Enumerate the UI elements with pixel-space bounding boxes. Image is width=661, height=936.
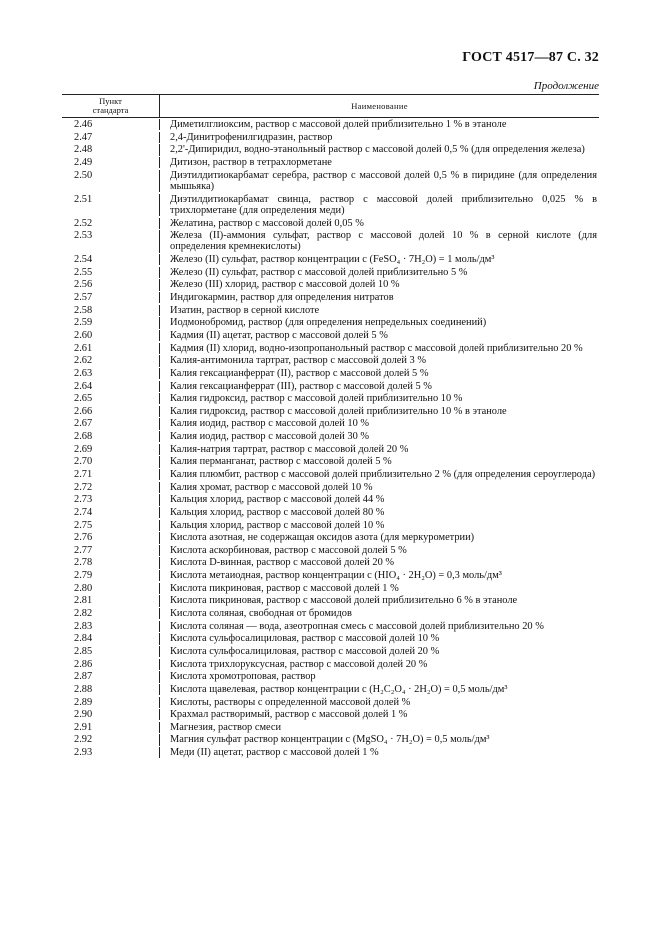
row-number: 2.69 bbox=[62, 444, 160, 455]
reagents-table bbox=[62, 94, 599, 759]
row-number: 2.74 bbox=[62, 507, 160, 518]
table-row bbox=[62, 506, 599, 519]
row-number: 2.76 bbox=[62, 532, 160, 543]
row-name: Дитизон, раствор в тетрахлорметане bbox=[170, 157, 332, 169]
row-name: Калия плюмбит, раствор с массовой долей приблизительно 2 % (для определения сероуглерода) bbox=[170, 469, 596, 480]
row-name: Желатина, раствор с массовой долей 0,05 % bbox=[170, 217, 364, 229]
table-row bbox=[62, 216, 599, 229]
row-number: 2.65 bbox=[62, 393, 160, 404]
column-header-number-line1: Пункт bbox=[99, 96, 122, 106]
row-name: Кадмия (II) хлорид, водно-изопропанольный раствор с массовой долей приблизительно 20 % bbox=[170, 342, 583, 354]
table-row bbox=[62, 229, 599, 253]
row-name: Изатин, раствор в серной кислоте bbox=[170, 304, 320, 316]
table-row bbox=[62, 354, 599, 367]
row-name: Железа (II)-аммония сульфат, раствор с массовой долей 10 % в серной кислоте (для определения кремнекислоты) bbox=[170, 230, 597, 253]
table-row bbox=[62, 481, 599, 494]
row-name: Кислота щавелевая, раствор концентрации c (H₂C₂O₄ · 2H₂O) = 0,5 моль/дм³ bbox=[170, 683, 508, 695]
table-row bbox=[62, 253, 599, 266]
row-number: 2.85 bbox=[62, 646, 160, 657]
row-number: 2.51 bbox=[62, 194, 160, 217]
row-number: 2.61 bbox=[62, 343, 160, 354]
table-row bbox=[62, 620, 599, 633]
row-number: 2.90 bbox=[62, 709, 160, 720]
table-row bbox=[62, 632, 599, 645]
table-row bbox=[62, 417, 599, 430]
row-name: Калия иодид, раствор с массовой долей 30 % bbox=[170, 431, 370, 443]
row-number: 2.84 bbox=[62, 633, 160, 644]
table-row bbox=[62, 193, 599, 217]
row-name: Кальция хлорид, раствор с массовой долей 44 % bbox=[170, 494, 385, 506]
table-row bbox=[62, 493, 599, 506]
row-number: 2.81 bbox=[62, 595, 160, 606]
table-row bbox=[62, 143, 599, 156]
table-row bbox=[62, 304, 599, 317]
row-name: Калия гексацианферрат (II), раствор с массовой долей 5 % bbox=[170, 367, 429, 379]
table-row bbox=[62, 645, 599, 658]
table-row bbox=[62, 291, 599, 304]
row-name: Калия-антимонила тартрат, раствор с массовой долей 3 % bbox=[170, 355, 427, 367]
row-number: 2.52 bbox=[62, 218, 160, 229]
row-name: 2,2'-Дипиридил, водно-этанольный раствор с массовой долей 0,5 % (для определения железа) bbox=[170, 144, 585, 156]
table-row bbox=[62, 670, 599, 683]
row-name: Диэтилдитиокарбамат свинца, раствор с массовой долей приблизительно 0,025 % в трихлорметане (для определения меди) bbox=[170, 193, 597, 216]
row-number: 2.63 bbox=[62, 368, 160, 379]
table-row bbox=[62, 594, 599, 607]
row-number: 2.71 bbox=[62, 469, 160, 480]
row-number: 2.93 bbox=[62, 747, 160, 758]
row-number: 2.88 bbox=[62, 684, 160, 695]
table-row bbox=[62, 544, 599, 557]
row-number: 2.78 bbox=[62, 557, 160, 568]
row-number: 2.92 bbox=[62, 734, 160, 745]
row-number: 2.64 bbox=[62, 381, 160, 392]
row-number: 2.70 bbox=[62, 456, 160, 467]
row-number: 2.56 bbox=[62, 279, 160, 290]
table-row bbox=[62, 118, 599, 131]
column-header-name: Наименование bbox=[351, 101, 408, 111]
row-number: 2.57 bbox=[62, 292, 160, 303]
row-name: Кислота сульфосалициловая, раствор с массовой долей 20 % bbox=[170, 645, 440, 657]
row-number: 2.60 bbox=[62, 330, 160, 341]
row-name: Крахмал растворимый, раствор с массовой долей 1 % bbox=[170, 709, 408, 721]
row-number: 2.59 bbox=[62, 317, 160, 328]
table-row bbox=[62, 278, 599, 291]
row-name: Кадмия (II) ацетат, раствор с массовой долей 5 % bbox=[170, 329, 388, 341]
table-row bbox=[62, 531, 599, 544]
row-number: 2.79 bbox=[62, 570, 160, 581]
row-number: 2.50 bbox=[62, 170, 160, 193]
row-name: Кислота D-винная, раствор с массовой долей 20 % bbox=[170, 557, 395, 569]
row-name: Калия хромат, раствор с массовой долей 10 % bbox=[170, 481, 373, 493]
row-name: Калия гексацианферрат (III), раствор с массовой долей 5 % bbox=[170, 380, 432, 392]
row-name: Индигокармин, раствор для определения нитратов bbox=[170, 292, 394, 304]
row-name: Магнезия, раствор смеси bbox=[170, 721, 282, 733]
row-number: 2.86 bbox=[62, 659, 160, 670]
table-row bbox=[62, 443, 599, 456]
row-name: Железо (III) хлорид, раствор с массовой долей 10 % bbox=[170, 279, 400, 291]
table-row bbox=[62, 658, 599, 671]
row-number: 2.67 bbox=[62, 418, 160, 429]
table-row bbox=[62, 683, 599, 696]
table-row bbox=[62, 607, 599, 620]
row-number: 2.77 bbox=[62, 545, 160, 556]
row-name: Кислота пикриновая, раствор с массовой долей приблизительно 6 % в этаноле bbox=[170, 595, 518, 607]
row-name: 2,4-Динитрофенилгидразин, раствор bbox=[170, 131, 333, 143]
row-name: Диметилглиоксим, раствор с массовой долей приблизительно 1 % в этаноле bbox=[170, 119, 507, 131]
table-row bbox=[62, 518, 599, 531]
table-row bbox=[62, 468, 599, 481]
table-row bbox=[62, 569, 599, 582]
row-name: Кислота хромотроповая, раствор bbox=[170, 671, 316, 683]
page-title: ГОСТ 4517—87 С. 32 bbox=[462, 50, 599, 65]
table-row bbox=[62, 131, 599, 144]
row-name: Кислота соляная — вода, азеотропная смесь с массовой долей приблизительно 20 % bbox=[170, 620, 544, 632]
table-row bbox=[62, 156, 599, 169]
table-row bbox=[62, 455, 599, 468]
row-name: Кислота трихлоруксусная, раствор с массовой долей 20 % bbox=[170, 658, 428, 670]
row-number: 2.46 bbox=[62, 119, 160, 130]
row-number: 2.47 bbox=[62, 132, 160, 143]
row-name: Калия иодид, раствор с массовой долей 10 % bbox=[170, 418, 370, 430]
table-row bbox=[62, 379, 599, 392]
row-number: 2.73 bbox=[62, 494, 160, 505]
row-number: 2.54 bbox=[62, 254, 160, 265]
row-name: Железо (II) сульфат, раствор концентрации c (FeSO₄ · 7H₂O) = 1 моль/дм³ bbox=[170, 254, 495, 266]
continuation-label: Продолжение bbox=[533, 80, 599, 92]
table-row bbox=[62, 430, 599, 443]
row-number: 2.49 bbox=[62, 157, 160, 168]
row-name: Железо (II) сульфат, раствор с массовой долей приблизительно 5 % bbox=[170, 266, 468, 278]
row-number: 2.82 bbox=[62, 608, 160, 619]
table-header bbox=[62, 94, 599, 118]
table-row bbox=[62, 708, 599, 721]
table-body bbox=[62, 118, 599, 759]
row-number: 2.53 bbox=[62, 230, 160, 253]
table-row bbox=[62, 316, 599, 329]
table-row bbox=[62, 695, 599, 708]
row-name: Калия перманганат, раствор с массовой долей 5 % bbox=[170, 456, 392, 468]
row-name: Кислота азотная, не содержащая оксидов азота (для меркурометрии) bbox=[170, 532, 475, 544]
row-name: Кальция хлорид, раствор с массовой долей 80 % bbox=[170, 506, 385, 518]
table-row bbox=[62, 582, 599, 595]
row-name: Калия гидроксид, раствор с массовой долей приблизительно 10 % в этаноле bbox=[170, 405, 507, 417]
row-number: 2.80 bbox=[62, 583, 160, 594]
row-number: 2.91 bbox=[62, 722, 160, 733]
row-name: Кислота пикриновая, раствор с массовой долей 1 % bbox=[170, 582, 399, 594]
column-header-number bbox=[62, 95, 160, 117]
table-row bbox=[62, 405, 599, 418]
row-number: 2.89 bbox=[62, 697, 160, 708]
table-row bbox=[62, 733, 599, 746]
row-name: Кислота сульфосалициловая, раствор с массовой долей 10 % bbox=[170, 633, 440, 645]
row-name: Кальция хлорид, раствор с массовой долей 10 % bbox=[170, 519, 385, 531]
row-name: Иодмонобромид, раствор (для определения непредельных соединений) bbox=[170, 317, 487, 329]
table-row bbox=[62, 342, 599, 355]
table-row bbox=[62, 392, 599, 405]
row-number: 2.55 bbox=[62, 267, 160, 278]
column-header-number-line2: стандарта bbox=[92, 105, 129, 115]
row-number: 2.72 bbox=[62, 482, 160, 493]
row-number: 2.58 bbox=[62, 305, 160, 316]
row-number: 2.68 bbox=[62, 431, 160, 442]
row-number: 2.66 bbox=[62, 406, 160, 417]
row-number: 2.75 bbox=[62, 520, 160, 531]
table-row bbox=[62, 367, 599, 380]
table-row bbox=[62, 169, 599, 193]
row-name: Кислота соляная, свободная от бромидов bbox=[170, 608, 352, 620]
table-row bbox=[62, 746, 599, 759]
table-row bbox=[62, 721, 599, 734]
row-number: 2.87 bbox=[62, 671, 160, 682]
row-name: Магния сульфат раствор концентрации c (MgSO₄ · 7H₂O) = 0,5 моль/дм³ bbox=[170, 734, 490, 746]
row-number: 2.48 bbox=[62, 144, 160, 155]
table-row bbox=[62, 266, 599, 279]
row-number: 2.62 bbox=[62, 355, 160, 366]
row-name: Меди (II) ацетат, раствор с массовой долей 1 % bbox=[170, 747, 379, 759]
row-name: Диэтилдитиокарбамат серебра, раствор с массовой долей 0,5 % в пиридине (для определения мышьяка) bbox=[170, 169, 597, 192]
row-name: Калия гидроксид, раствор с массовой долей приблизительно 10 % bbox=[170, 393, 463, 405]
table-row bbox=[62, 556, 599, 569]
row-name: Кислота метаиодная, раствор концентрации c (HIO₄ · 2H₂O) = 0,3 моль/дм³ bbox=[170, 570, 502, 582]
table-row bbox=[62, 329, 599, 342]
row-name: Калия-натрия тартрат, раствор с массовой долей 20 % bbox=[170, 443, 409, 455]
row-number: 2.83 bbox=[62, 621, 160, 632]
row-name: Кислоты, растворы с определенной массовой долей % bbox=[170, 696, 411, 708]
row-name: Кислота аскорбиновая, раствор с массовой долей 5 % bbox=[170, 544, 407, 556]
